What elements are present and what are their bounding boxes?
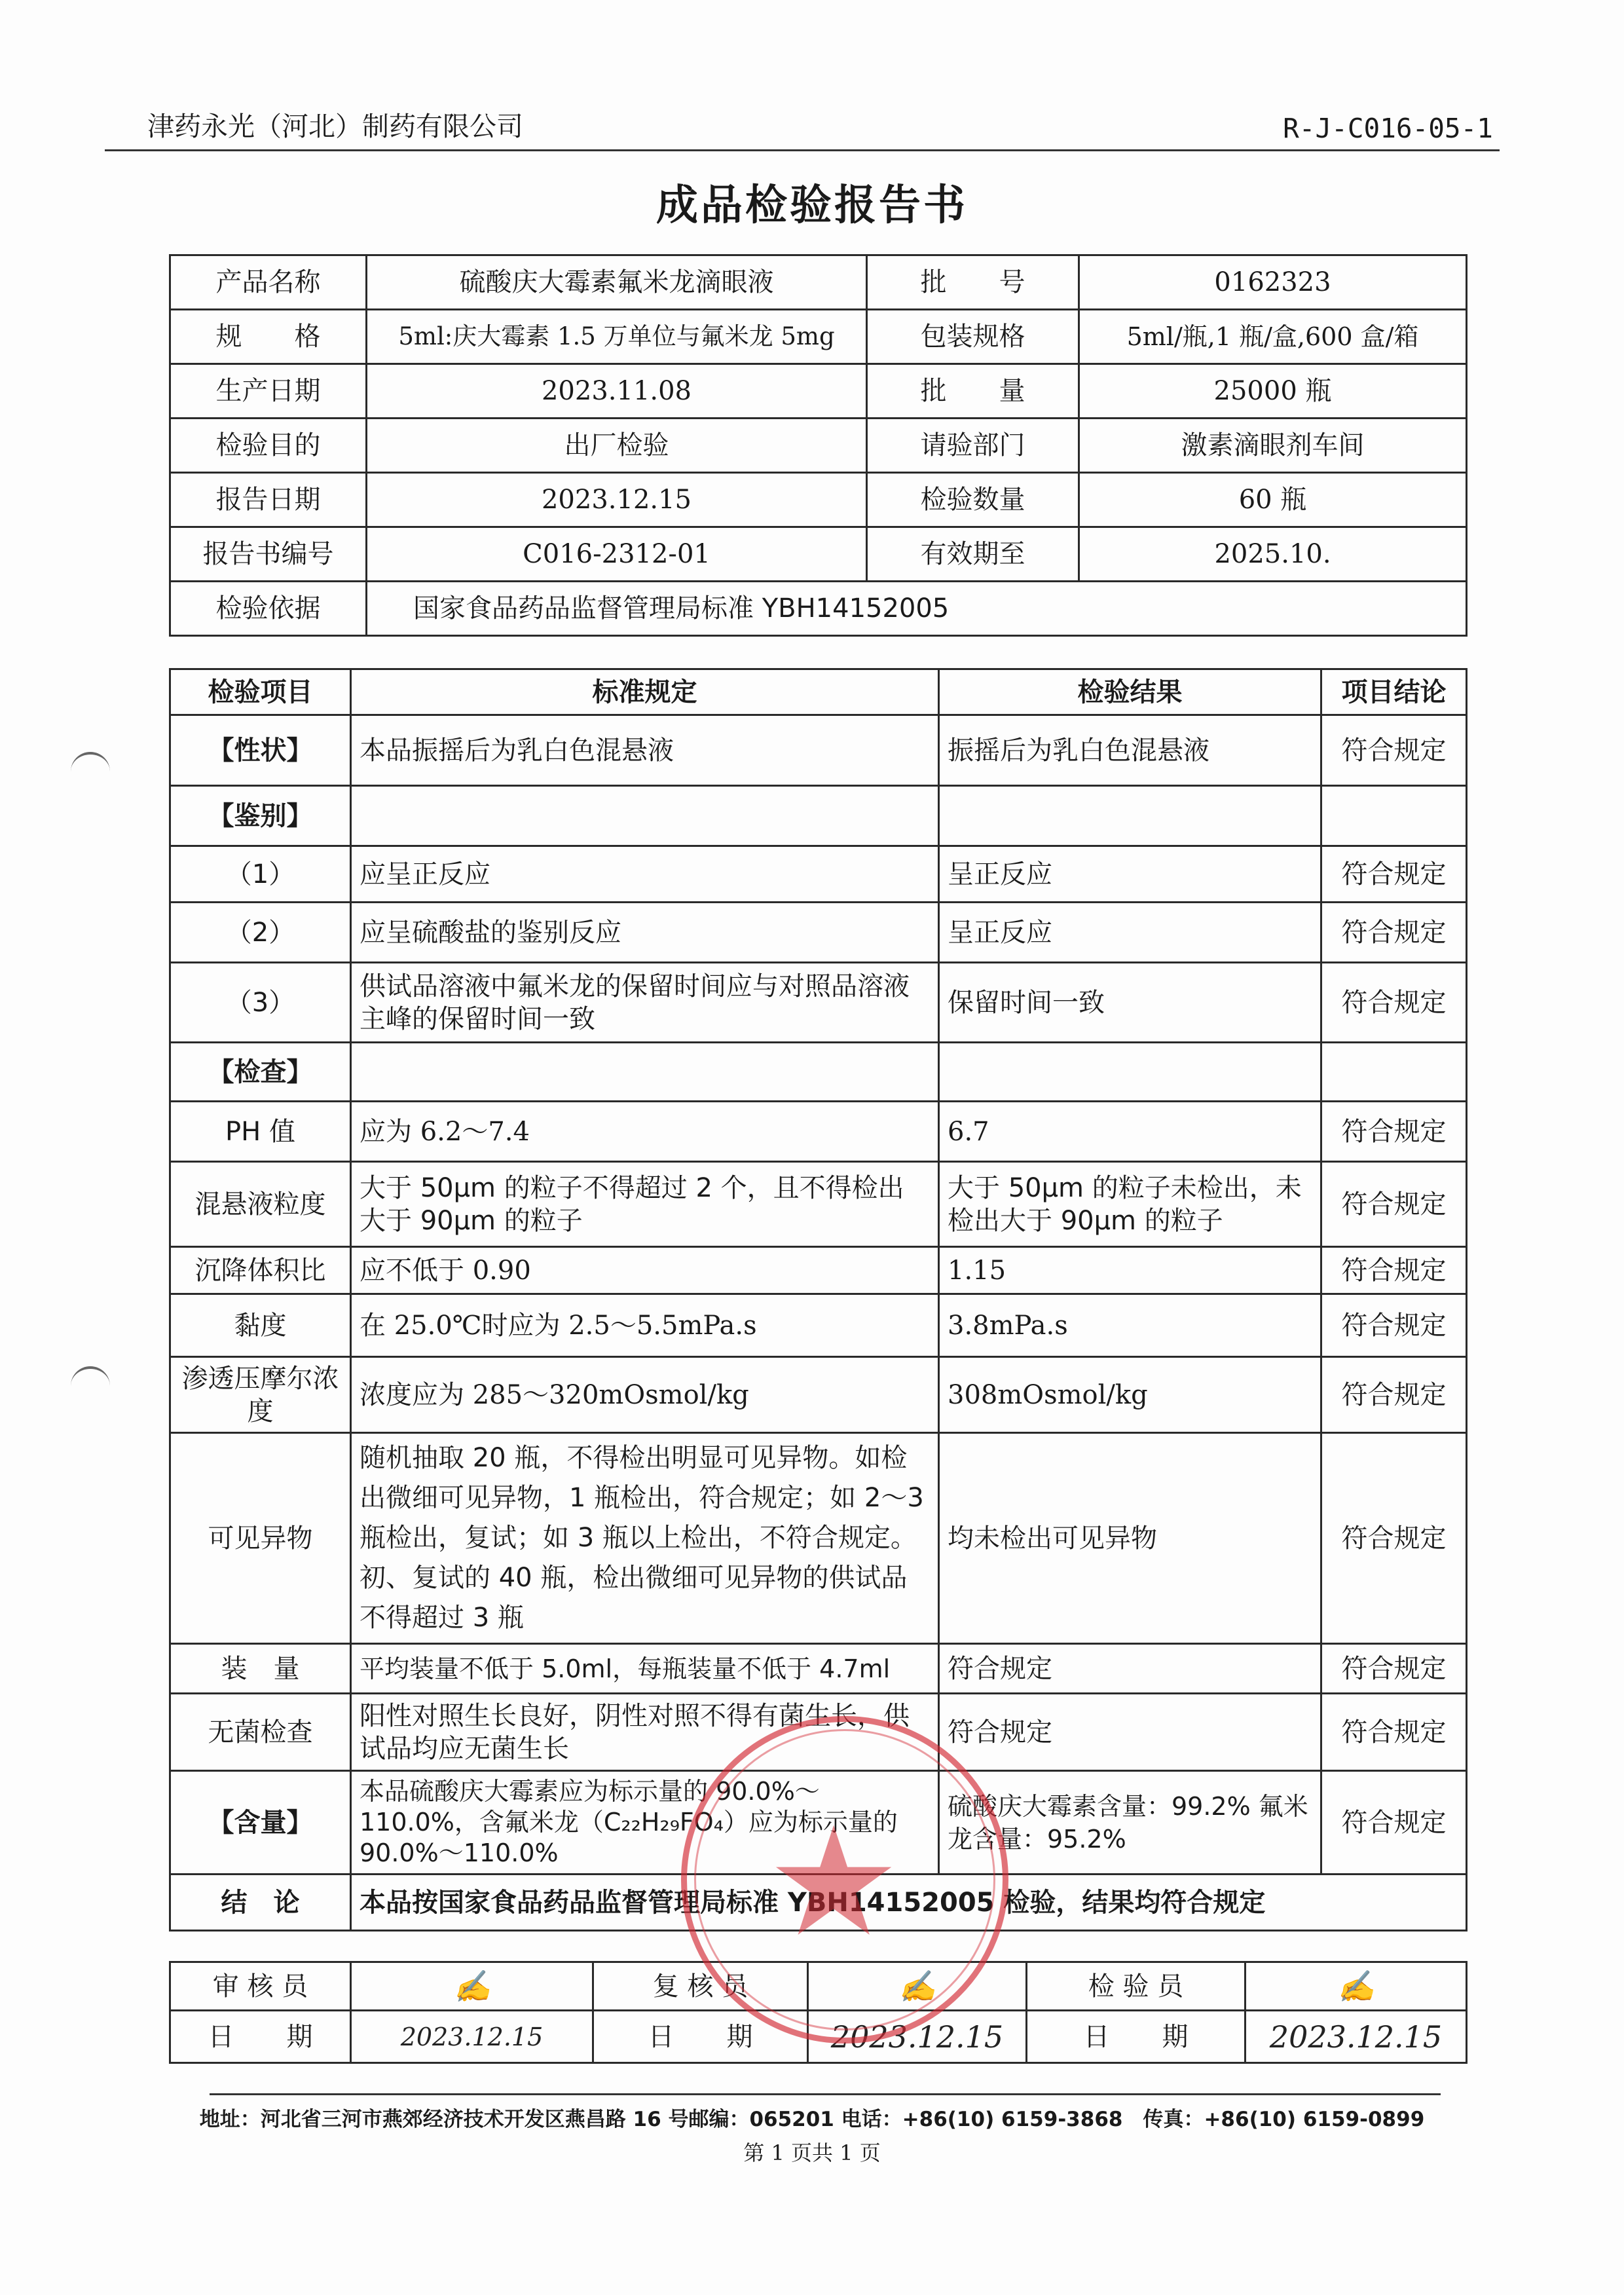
standard-cell: 平均装量不低于 5.0ml，每瓶装量不低于 4.7ml <box>351 1644 939 1694</box>
item-cell: 无菌检查 <box>170 1694 351 1771</box>
conclusion-cell: 符合规定 <box>1321 846 1467 903</box>
standard-cell: 本品振摇后为乳白色混悬液 <box>351 715 939 786</box>
info-table <box>169 254 1467 637</box>
result-cell: 1.15 <box>939 1247 1321 1294</box>
result-cell: 符合规定 <box>939 1694 1321 1771</box>
purpose-label: 检验目的 <box>170 419 367 473</box>
package-label: 包装规格 <box>867 310 1079 364</box>
batch-no-label: 批 号 <box>867 255 1079 310</box>
result-cell: 呈正反应 <box>939 846 1321 903</box>
section-heading: 【检查】 <box>170 1043 351 1102</box>
basis: 国家食品药品监督管理局标准 YBH14152005 <box>367 582 1467 636</box>
header-divider <box>105 149 1500 151</box>
standard-cell: 应不低于 0.90 <box>351 1247 939 1294</box>
date-label: 日 期 <box>593 2011 808 2063</box>
table-row <box>170 846 1467 903</box>
item-cell: 【性状】 <box>170 715 351 786</box>
item-cell: （2） <box>170 903 351 963</box>
table-row <box>170 1162 1467 1247</box>
final-conclusion: 本品按国家食品药品监督管理局标准 YBH14152005 检验，结果均符合规定 <box>351 1875 1467 1931</box>
standard-cell: 在 25.0℃时应为 2.5～5.5mPa.s <box>351 1294 939 1357</box>
table-row <box>170 1247 1467 1294</box>
result-cell: 保留时间一致 <box>939 963 1321 1043</box>
table-row <box>170 1043 1467 1102</box>
col-item-header: 检验项目 <box>170 669 351 715</box>
expiry: 2025.10. <box>1079 527 1467 582</box>
item-cell: 装 量 <box>170 1644 351 1694</box>
report-no: C016-2312-01 <box>367 527 867 582</box>
standard-cell: 随机抽取 20 瓶，不得检出明显可见异物。如检出微细可见异物，1 瓶检出，符合规定；如 2～3 瓶检出，复试；如 3 瓶以上检出，不符合规定。初、复试的 40 瓶，检出微细可见异物的供试品不得超过 3 瓶 <box>351 1433 939 1644</box>
final-label: 结 论 <box>170 1875 351 1931</box>
standard-cell: 浓度应为 285～320mOsmol/kg <box>351 1357 939 1433</box>
item-cell: 渗透压摩尔浓度 <box>170 1357 351 1433</box>
rechecker-label: 复 核 员 <box>593 1962 808 2011</box>
section-heading: 【鉴别】 <box>170 786 351 846</box>
page-title: 成品检验报告书 <box>656 181 968 230</box>
spec-label: 规 格 <box>170 310 367 364</box>
document-code: R-J-C016-05-1 <box>1283 113 1493 144</box>
dept: 激素滴眼剂车间 <box>1079 419 1467 473</box>
item-cell: 黏度 <box>170 1294 351 1357</box>
dept-label: 请验部门 <box>867 419 1079 473</box>
batch-no: 0162323 <box>1079 255 1467 310</box>
item-cell: PH 值 <box>170 1102 351 1162</box>
col-conclusion-header: 项目结论 <box>1321 669 1467 715</box>
standard-cell: 本品硫酸庆大霉素应为标示量的 90.0%～110.0%，含氟米龙（C₂₂H₂₉FO₄）应为标示量的 90.0%～110.0% <box>351 1771 939 1875</box>
col-result-header: 检验结果 <box>939 669 1321 715</box>
footer-divider <box>210 2093 1441 2095</box>
inspector-signature: ✍ <box>1246 1962 1467 2011</box>
result-cell: 308mOsmol/kg <box>939 1357 1321 1433</box>
footer-address: 地址：河北省三河市燕郊经济技术开发区燕昌路 16 号邮编：065201 电话：+86(10) 6159-3868 传真：+86(10) 6159-0899 <box>199 2108 1425 2131</box>
sample-qty-label: 检验数量 <box>867 473 1079 527</box>
production-date: 2023.11.08 <box>367 364 867 419</box>
standard-cell: 应呈正反应 <box>351 846 939 903</box>
page-number: 第 1 页共 1 页 <box>743 2140 881 2165</box>
item-cell: （3） <box>170 963 351 1043</box>
batch-qty-label: 批 量 <box>867 364 1079 419</box>
sample-qty: 60 瓶 <box>1079 473 1467 527</box>
item-cell: （1） <box>170 846 351 903</box>
table-row <box>170 1357 1467 1433</box>
conclusion-cell: 符合规定 <box>1321 715 1467 786</box>
col-standard-header: 标准规定 <box>351 669 939 715</box>
punch-mark <box>71 752 110 773</box>
standard-cell: 大于 50μm 的粒子不得超过 2 个，且不得检出大于 90μm 的粒子 <box>351 1162 939 1247</box>
report-date-label: 报告日期 <box>170 473 367 527</box>
table-row <box>170 1433 1467 1644</box>
conclusion-cell: 符合规定 <box>1321 1294 1467 1357</box>
report-date: 2023.12.15 <box>367 473 867 527</box>
standard-cell: 应呈硫酸盐的鉴别反应 <box>351 903 939 963</box>
standard-cell: 阳性对照生长良好，阴性对照不得有菌生长，供试品均应无菌生长 <box>351 1694 939 1771</box>
punch-mark <box>71 1366 110 1387</box>
date-label: 日 期 <box>170 2011 351 2063</box>
result-cell: 均未检出可见异物 <box>939 1433 1321 1644</box>
standard-cell: 供试品溶液中氟米龙的保留时间应与对照品溶液主峰的保留时间一致 <box>351 963 939 1043</box>
conclusion-cell: 符合规定 <box>1321 1357 1467 1433</box>
table-row <box>170 903 1467 963</box>
conclusion-cell: 符合规定 <box>1321 1162 1467 1247</box>
table-row <box>170 1294 1467 1357</box>
item-cell: 沉降体积比 <box>170 1247 351 1294</box>
basis-label: 检验依据 <box>170 582 367 636</box>
conclusion-cell: 符合规定 <box>1321 1644 1467 1694</box>
inspector-label: 检 验 员 <box>1027 1962 1246 2011</box>
item-cell: 【含量】 <box>170 1771 351 1875</box>
result-cell: 大于 50μm 的粒子未检出，未检出大于 90μm 的粒子 <box>939 1162 1321 1247</box>
conclusion-cell: 符合规定 <box>1321 1247 1467 1294</box>
result-cell: 硫酸庆大霉素含量：99.2% 氟米龙含量：95.2% <box>939 1771 1321 1875</box>
company-name: 津药永光（河北）制药有限公司 <box>147 111 523 142</box>
report-no-label: 报告书编号 <box>170 527 367 582</box>
table-row <box>170 963 1467 1043</box>
purpose: 出厂检验 <box>367 419 867 473</box>
conclusion-cell: 符合规定 <box>1321 1433 1467 1644</box>
product-name: 硫酸庆大霉素氟米龙滴眼液 <box>367 255 867 310</box>
package: 5ml/瓶,1 瓶/盒,600 盒/箱 <box>1079 310 1467 364</box>
rechecker-date: 2023.12.15 <box>808 2011 1027 2063</box>
item-cell: 混悬液粒度 <box>170 1162 351 1247</box>
result-cell: 6.7 <box>939 1102 1321 1162</box>
expiry-label: 有效期至 <box>867 527 1079 582</box>
conclusion-cell: 符合规定 <box>1321 963 1467 1043</box>
conclusion-cell: 符合规定 <box>1321 1771 1467 1875</box>
seal-star-icon: ★ <box>766 1795 902 1970</box>
conclusion-cell: 符合规定 <box>1321 1102 1467 1162</box>
batch-qty: 25000 瓶 <box>1079 364 1467 419</box>
rechecker-signature: ✍ <box>808 1962 1027 2011</box>
standard-cell: 应为 6.2～7.4 <box>351 1102 939 1162</box>
product-name-label: 产品名称 <box>170 255 367 310</box>
inspector-date: 2023.12.15 <box>1246 2011 1467 2063</box>
date-label: 日 期 <box>1027 2011 1246 2063</box>
result-cell: 呈正反应 <box>939 903 1321 963</box>
result-cell: 振摇后为乳白色混悬液 <box>939 715 1321 786</box>
spec: 5ml:庆大霉素 1.5 万单位与氟米龙 5mg <box>367 310 867 364</box>
table-row <box>170 1644 1467 1694</box>
reviewer-signature: ✍ <box>351 1962 593 2011</box>
table-row <box>170 1102 1467 1162</box>
production-date-label: 生产日期 <box>170 364 367 419</box>
table-row <box>170 715 1467 786</box>
reviewer-date: 2023.12.15 <box>351 2011 593 2063</box>
reviewer-label: 审 核 员 <box>170 1962 351 2011</box>
item-cell: 可见异物 <box>170 1433 351 1644</box>
result-cell: 符合规定 <box>939 1644 1321 1694</box>
conclusion-cell: 符合规定 <box>1321 1694 1467 1771</box>
conclusion-cell: 符合规定 <box>1321 903 1467 963</box>
result-cell: 3.8mPa.s <box>939 1294 1321 1357</box>
table-row <box>170 786 1467 846</box>
